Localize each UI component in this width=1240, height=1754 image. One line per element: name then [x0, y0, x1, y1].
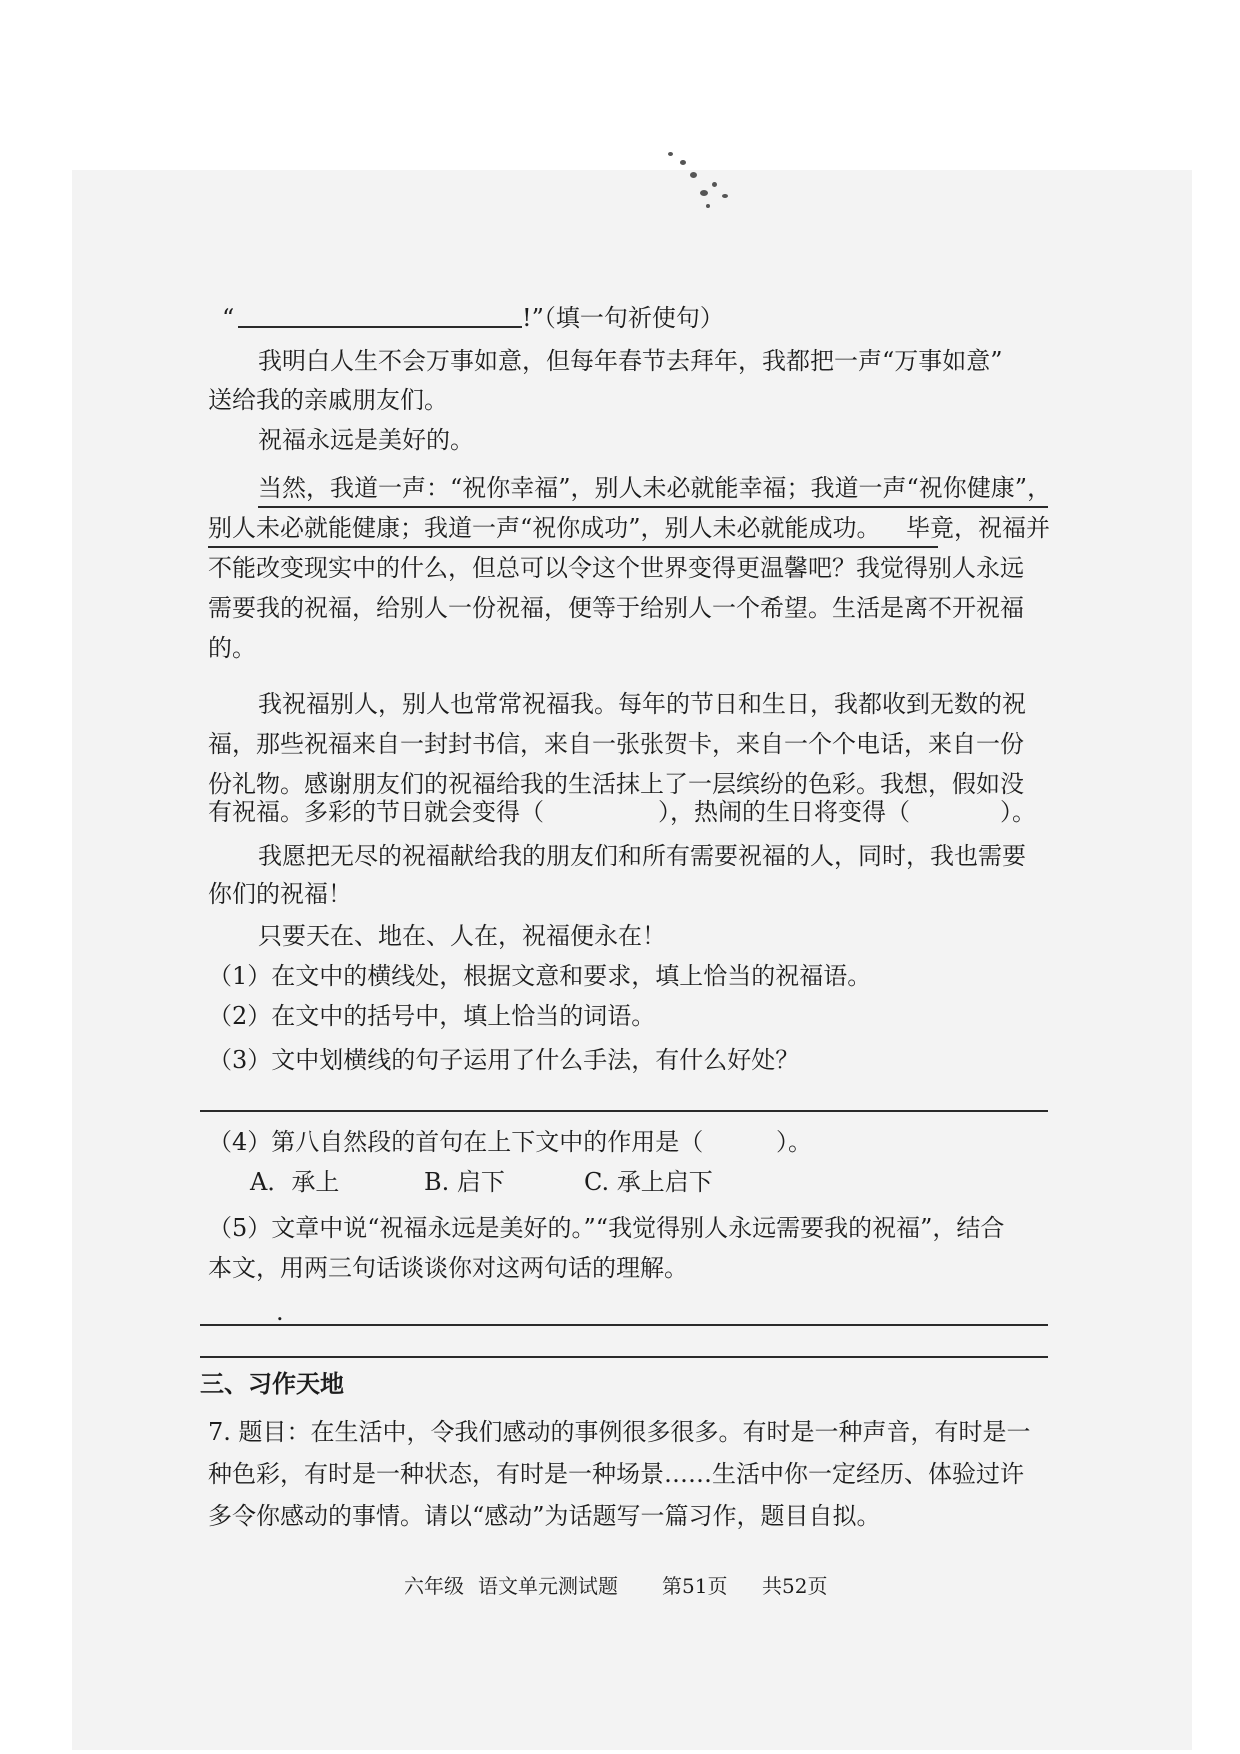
passage-line: 有祝福。多彩的节日就会变得（: [208, 798, 544, 826]
writing-prompt: 7. 题目：在生活中，令我们感动的事例很多很多。有时是一种声音，有时是一: [208, 1418, 1031, 1446]
passage-line: 不能改变现实中的什么，但总可以令这个世界变得更温馨吧？我觉得别人永远: [208, 554, 1024, 582]
option-b: B. 启下: [424, 1168, 505, 1196]
answer-line[interactable]: [200, 1356, 1048, 1358]
passage-line: ）。: [1000, 798, 1036, 826]
writing-prompt: 多令你感动的事情。请以“感动”为话题写一篇习作，题目自拟。: [208, 1502, 881, 1530]
footer-page: 第51页: [662, 1574, 728, 1598]
option-a: A．承上: [250, 1168, 340, 1196]
passage-line: 送给我的亲戚朋友们。: [208, 386, 448, 414]
passage-line: 我祝福别人，别人也常常祝福我。每年的节日和生日，我都收到无数的祝: [258, 690, 1026, 718]
option-c: C. 承上启下: [584, 1168, 713, 1196]
fill-blank-line: [238, 326, 522, 328]
passage-line: 的。: [208, 634, 256, 662]
passage-line: 我明白人生不会万事如意，但每年春节去拜年，我都把一声“万事如意”: [258, 347, 1003, 375]
question-2: （2）在文中的括号中，填上恰当的词语。: [208, 1002, 656, 1030]
sentence-underline: [258, 506, 1048, 508]
sentence-underline: [208, 546, 938, 548]
footer-subject: 语文单元测试题: [478, 1574, 618, 1598]
passage-line: 你们的祝福！: [208, 880, 352, 908]
footer-total: 共52页: [762, 1574, 828, 1598]
blank-sentence-instruction: !”（填一句祈使句）: [522, 304, 724, 332]
passage-line: 祝福永远是美好的。: [258, 426, 474, 454]
writing-prompt: 种色彩，有时是一种状态，有时是一种场景……生活中你一定经历、体验过许: [208, 1460, 1024, 1488]
passage-line: 需要我的祝福，给别人一份祝福，便等于给别人一个希望。生活是离不开祝福: [208, 594, 1024, 622]
quote-open: “: [222, 304, 235, 332]
passage-line: 毕竟，祝福并: [906, 514, 1050, 542]
passage-line: 我愿把无尽的祝福献给我的朋友们和所有需要祝福的人，同时，我也需要: [258, 842, 1026, 870]
question-5: 本文，用两三句话谈谈你对这两句话的理解。: [208, 1254, 688, 1282]
answer-line[interactable]: [200, 1110, 1048, 1112]
underlined-sentence: 别人未必就能健康；我道一声“祝你成功”，别人未必就能成功。: [208, 514, 881, 542]
answer-mark: .: [276, 1298, 284, 1326]
question-5: （5）文章中说“祝福永远是美好的。”“我觉得别人永远需要我的祝福”，结合: [208, 1214, 1005, 1242]
passage-line: 只要天在、地在、人在，祝福便永在！: [258, 922, 666, 950]
underlined-sentence: 当然，我道一声：“祝你幸福”，别人未必就能幸福；我道一声“祝你健康”，: [258, 474, 1052, 502]
passage-line: 份礼物。感谢朋友们的祝福给我的生活抹上了一层缤纷的色彩。我想，假如没: [208, 770, 1024, 798]
question-4-close: ）。: [776, 1128, 812, 1156]
answer-line[interactable]: [200, 1324, 1048, 1326]
passage-line: 福，那些祝福来自一封封书信，来自一张张贺卡，来自一个个电话，来自一份: [208, 730, 1024, 758]
section-heading: 三、习作天地: [200, 1370, 344, 1398]
passage-line: ），热闹的生日将变得（: [658, 798, 910, 826]
question-4: （4）第八自然段的首句在上下文中的作用是（: [208, 1128, 704, 1156]
question-3: （3）文中划横线的句子运用了什么手法，有什么好处？: [208, 1046, 800, 1074]
question-1: （1）在文中的横线处，根据文意和要求，填上恰当的祝福语。: [208, 962, 872, 990]
footer-grade: 六年级: [404, 1574, 464, 1598]
